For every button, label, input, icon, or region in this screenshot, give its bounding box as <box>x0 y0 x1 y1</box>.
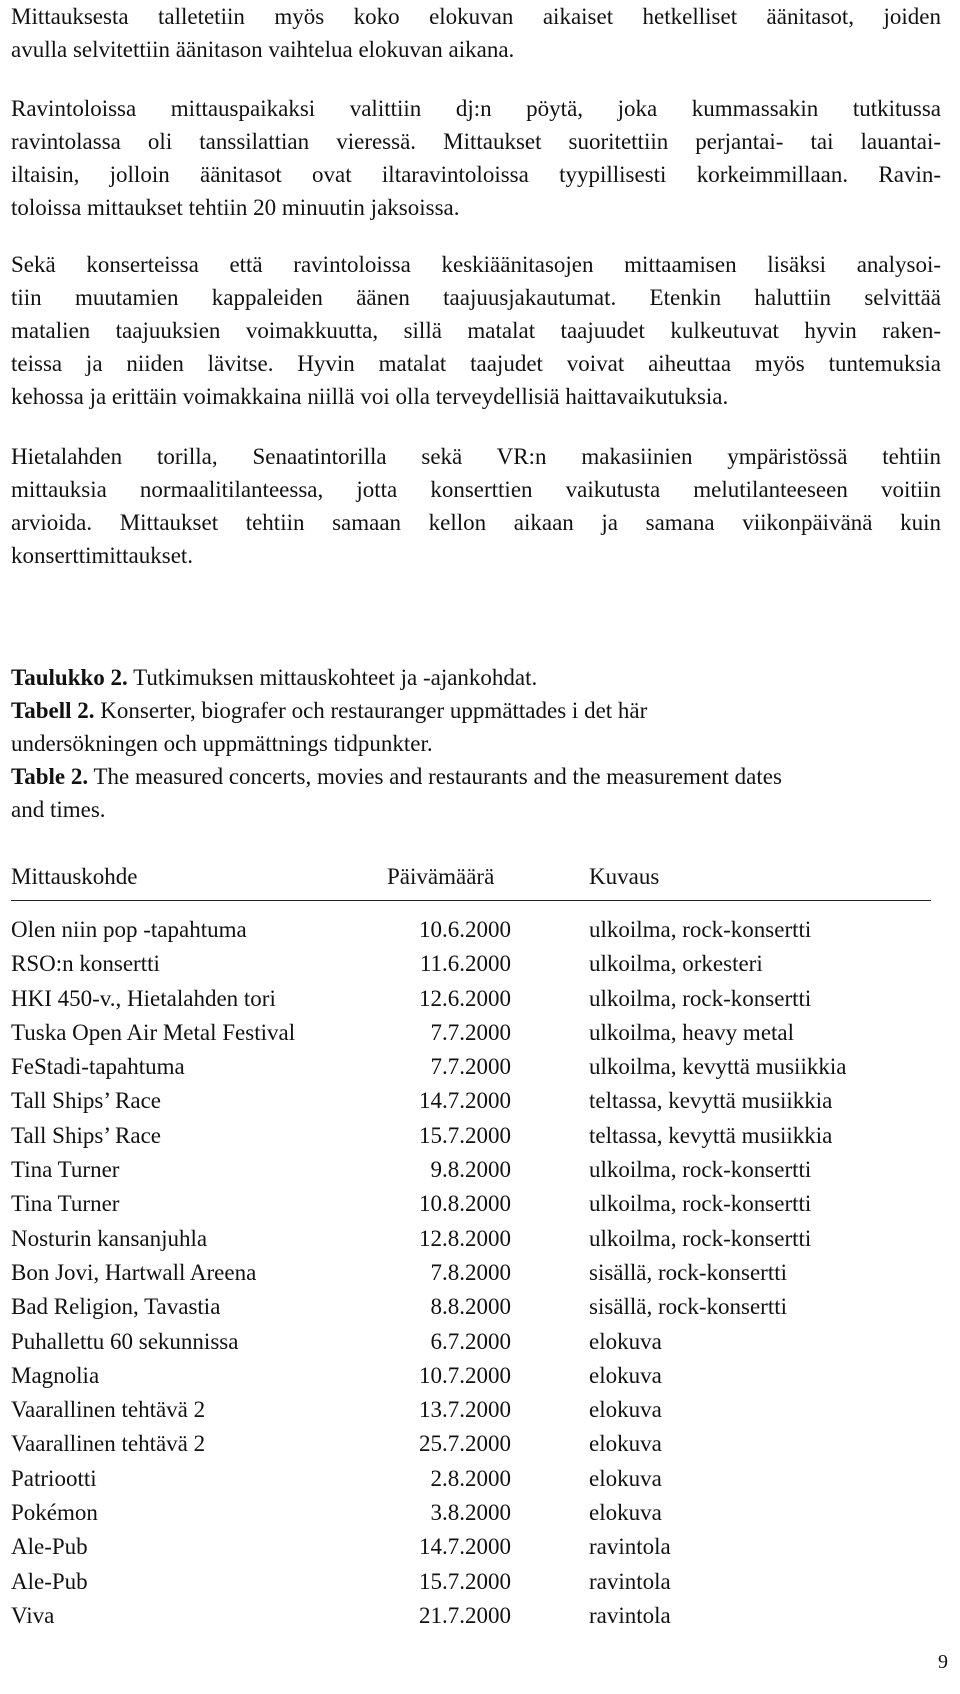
caption-label: Table 2. <box>11 764 89 789</box>
caption-text: Tutkimuksen mittauskohteet ja -ajankohdat. <box>127 665 538 690</box>
cell-location: Tina Turner <box>11 1157 120 1183</box>
table-row <box>11 1084 931 1118</box>
cell-location: Viva <box>11 1602 55 1628</box>
cell-description: elokuva <box>589 1500 662 1526</box>
table-row <box>11 1496 931 1530</box>
paragraph-frequency-analysis <box>11 248 941 413</box>
cell-description: ulkoilma, rock-konsertti <box>589 1157 812 1183</box>
cell-location: Tuska Open Air Metal Festival <box>11 1019 296 1045</box>
text-line: Hietalahden torilla, Senaatintorilla sekä VR:n makasiinien ympäristössä tehtiin <box>11 444 941 469</box>
table-caption-swedish <box>11 694 941 760</box>
text-line: Sekä konserteissa että ravintoloissa keskiäänitasojen mittaamisen lisäksi analysoi- <box>11 252 941 277</box>
cell-location: Tall Ships’ Race <box>11 1122 161 1148</box>
table-caption-finnish <box>11 661 941 694</box>
text-line: ravintolassa oli tanssilattian vieressä. Mittaukset suoritettiin perjantai- tai lauantai- <box>11 129 941 154</box>
text-line: tiin muutamien kappaleiden äänen taajuusjakautumat. Etenkin haluttiin selvittää <box>11 285 941 310</box>
cell-location: Vaarallinen tehtävä 2 <box>11 1431 206 1457</box>
caption-text: and times. <box>11 797 106 822</box>
cell-description: elokuva <box>589 1328 662 1354</box>
cell-description: ulkoilma, orkesteri <box>589 951 763 977</box>
table-row <box>11 1462 931 1496</box>
cell-description: ulkoilma, heavy metal <box>589 1019 795 1045</box>
cell-location: Pokémon <box>11 1500 98 1526</box>
cell-location: Ale-Pub <box>11 1534 88 1560</box>
cell-date: 7.7.2000 <box>430 1019 511 1045</box>
table-row <box>11 1393 931 1427</box>
table-row <box>11 1325 931 1359</box>
table-row <box>11 1256 931 1290</box>
table-row <box>11 1153 931 1187</box>
cell-date: 7.7.2000 <box>430 1054 511 1080</box>
cell-location: Nosturin kansanjuhla <box>11 1225 208 1251</box>
table-row <box>11 913 931 947</box>
page-number: 9 <box>938 1651 948 1673</box>
cell-description: teltassa, kevyttä musiikkia <box>589 1122 833 1148</box>
text-line: mittauksia normaalitilanteessa, jotta konserttien vaikutusta melutilanteeseen voitiin <box>11 477 941 502</box>
cell-date: 7.8.2000 <box>430 1259 511 1285</box>
caption-text: The measured concerts, movies and restaurants and the measurement dates <box>88 764 782 789</box>
cell-date: 6.7.2000 <box>430 1328 511 1354</box>
caption-text: Konserter, biografer och restauranger uppmättades i det här <box>94 698 648 723</box>
cell-description: ravintola <box>589 1534 671 1560</box>
cell-date: 8.8.2000 <box>430 1294 511 1320</box>
cell-description: elokuva <box>589 1397 662 1423</box>
cell-location: Vaarallinen tehtävä 2 <box>11 1397 206 1423</box>
table-body <box>11 913 931 1633</box>
cell-date: 3.8.2000 <box>430 1500 511 1526</box>
cell-date: 15.7.2000 <box>419 1568 511 1594</box>
cell-location: Patriootti <box>11 1465 97 1491</box>
cell-location: Ale-Pub <box>11 1568 88 1594</box>
table-row <box>11 1187 931 1221</box>
cell-date: 10.6.2000 <box>419 917 511 942</box>
cell-description: ulkoilma, rock-konsertti <box>589 1225 812 1251</box>
cell-location: Bon Jovi, Hartwall Areena <box>11 1259 257 1285</box>
cell-description: ulkoilma, rock-konsertti <box>589 985 812 1011</box>
table-row <box>11 1290 931 1324</box>
cell-date: 14.7.2000 <box>419 1088 511 1114</box>
cell-date: 10.7.2000 <box>419 1362 511 1388</box>
text-line: iltaisin, jolloin äänitasot ovat iltaravintoloissa tyypillisesti korkeimmillaan. Ravin- <box>11 162 941 187</box>
cell-location: Magnolia <box>11 1362 100 1388</box>
cell-location: Olen niin pop -tapahtuma <box>11 917 247 942</box>
text-line: teissa ja niiden lävitse. Hyvin matalat taajudet voivat aiheuttaa myös tuntemuksia <box>11 351 941 376</box>
cell-description: sisällä, rock-konsertti <box>589 1294 788 1320</box>
cell-date: 12.6.2000 <box>419 985 511 1011</box>
cell-description: elokuva <box>589 1465 662 1491</box>
cell-date: 10.8.2000 <box>419 1191 511 1217</box>
text-line: kehossa ja erittäin voimakkaina niillä voi olla terveydellisiä haittavaikutuksia. <box>11 384 729 409</box>
paragraph-restaurant-method <box>11 92 941 224</box>
caption-text: undersökningen och uppmättnings tidpunkter. <box>11 731 433 756</box>
table-header-row <box>11 860 931 894</box>
cell-description: elokuva <box>589 1431 662 1457</box>
table-row <box>11 1599 931 1633</box>
cell-description: ravintola <box>589 1568 671 1594</box>
cell-location: Tina Turner <box>11 1191 120 1217</box>
text-line: avulla selvitettiin äänitason vaihtelua elokuvan aikana. <box>11 37 515 62</box>
table-caption-english <box>11 760 941 826</box>
table-row <box>11 1530 931 1564</box>
cell-location: HKI 450-v., Hietalahden tori <box>11 985 276 1011</box>
cell-date: 12.8.2000 <box>419 1225 511 1251</box>
cell-description: sisällä, rock-konsertti <box>589 1259 788 1285</box>
table-row <box>11 1222 931 1256</box>
cell-date: 13.7.2000 <box>419 1397 511 1423</box>
column-header-date: Päivämäärä <box>387 864 495 889</box>
table-row <box>11 1119 931 1153</box>
cell-description: ravintola <box>589 1602 671 1628</box>
cell-location: Puhallettu 60 sekunnissa <box>11 1328 239 1354</box>
cell-description: ulkoilma, rock-konsertti <box>589 1191 812 1217</box>
table-row <box>11 947 931 981</box>
cell-location: Bad Religion, Tavastia <box>11 1294 221 1320</box>
paragraph-baseline-measurements <box>11 440 941 572</box>
text-line: arvioida. Mittaukset tehtiin samaan kellon aikaan ja samana viikonpäivänä kuin <box>11 510 941 535</box>
table-row <box>11 1016 931 1050</box>
text-line: toloissa mittaukset tehtiin 20 minuutin jaksoissa. <box>11 195 460 220</box>
text-line: Mittauksesta talletetiin myös koko elokuvan aikaiset hetkelliset äänitasot, joiden <box>11 4 941 29</box>
table-row <box>11 1050 931 1084</box>
cell-description: teltassa, kevyttä musiikkia <box>589 1088 833 1114</box>
text-line: konserttimittaukset. <box>11 543 194 568</box>
cell-date: 14.7.2000 <box>419 1534 511 1560</box>
text-line: matalien taajuuksien voimakkuutta, sillä matalat taajuudet kulkeutuvat hyvin raken- <box>11 318 941 343</box>
column-header-description: Kuvaus <box>589 864 660 889</box>
text-line: Ravintoloissa mittauspaikaksi valittiin dj:n pöytä, joka kummassakin tutkitussa <box>11 96 941 121</box>
caption-label: Tabell 2. <box>11 698 95 723</box>
cell-location: RSO:n konsertti <box>11 951 160 977</box>
cell-date: 21.7.2000 <box>419 1602 511 1628</box>
cell-date: 25.7.2000 <box>419 1431 511 1457</box>
table-row <box>11 1359 931 1393</box>
table-header-divider <box>11 900 931 901</box>
cell-location: Tall Ships’ Race <box>11 1088 161 1114</box>
table-row <box>11 982 931 1016</box>
cell-location: FeStadi-tapahtuma <box>11 1054 185 1080</box>
caption-label: Taulukko 2. <box>11 665 128 690</box>
paragraph-recording-note <box>11 0 941 66</box>
cell-date: 15.7.2000 <box>419 1122 511 1148</box>
cell-description: ulkoilma, kevyttä musiikkia <box>589 1054 847 1080</box>
table-row <box>11 1565 931 1599</box>
table-row <box>11 1427 931 1461</box>
column-header-location: Mittauskohde <box>11 864 138 889</box>
cell-date: 9.8.2000 <box>430 1157 511 1183</box>
cell-description: elokuva <box>589 1362 662 1388</box>
cell-description: ulkoilma, rock-konsertti <box>589 917 812 942</box>
cell-date: 11.6.2000 <box>419 951 511 977</box>
cell-date: 2.8.2000 <box>430 1465 511 1491</box>
